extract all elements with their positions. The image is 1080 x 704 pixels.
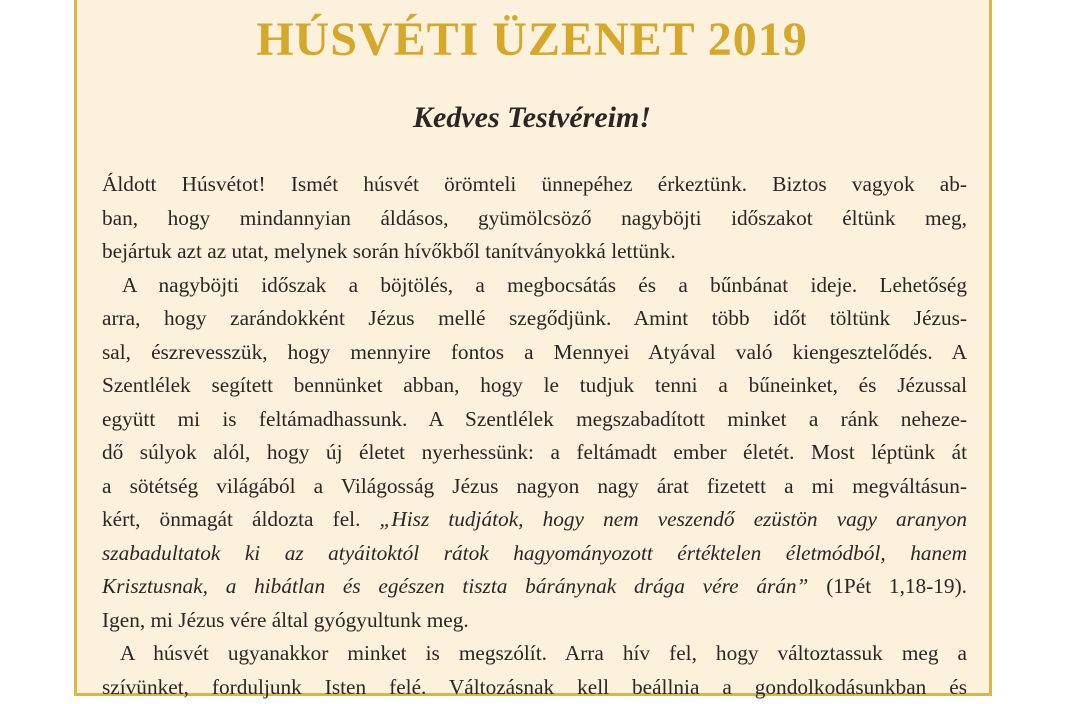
body-line: sal, észrevesszük, hogy mennyire fontos a Mennyei Atyával való kiengesztelődés. A — [102, 336, 967, 370]
bible-reference: (1Pét 1,18-19). — [826, 574, 967, 598]
body-line-with-quote-start — [102, 503, 967, 537]
body-line: együtt mi is feltámadhassunk. A Szentlélek megszabadított minket a ránk neheze- — [102, 403, 967, 437]
body-line: Áldott Húsvétot! Ismét húsvét örömteli ünnepéhez érkeztünk. Biztos vagyok ab- — [102, 168, 967, 202]
body-line: arra, hogy zarándokként Jézus mellé szegődjünk. Amint több időt töltünk Jézus- — [102, 302, 967, 336]
body-line: A húsvét ugyanakkor minket is megszólít. Arra hív fel, hogy változtassuk meg a — [102, 637, 967, 671]
body-line: a sötétség világából a Világosság Jézus nagyon nagy árat fizetett a mi megváltásun- — [102, 470, 967, 504]
letter-body — [102, 168, 967, 704]
bible-quote: „Hisz tudjátok, hogy nem veszendő ezüstön vagy aranyon — [380, 507, 967, 531]
body-line: A nagyböjti időszak a böjtölés, a megbocsátás és a bűnbánat ideje. Lehetőség — [102, 269, 967, 303]
body-line: Szentlélek segített bennünket abban, hogy le tudjuk tenni a bűneinket, és Jézussal — [102, 369, 967, 403]
body-line: ban, hogy mindannyian áldásos, gyümölcsöző nagyböjti időszakot éltünk meg, — [102, 202, 967, 236]
body-line: bejártuk azt az utat, melynek során hívőkből tanítványokká lettünk. — [102, 235, 967, 269]
greeting-heading: Kedves Testvéreim! — [0, 98, 1064, 138]
body-line: dő súlyok alól, hogy új életet nyerhessünk: a feltámadt ember életét. Most léptünk át — [102, 436, 967, 470]
body-line: szívünket, forduljunk Isten felé. Változásnak kell beállnia a gondolkodásunkban és — [102, 671, 967, 704]
body-line-with-quote-end — [102, 570, 967, 604]
bible-quote: Krisztusnak, a hibátlan és egészen tiszta báránynak drága vére árán” — [102, 574, 808, 598]
body-line: Igen, mi Jézus vére által gyógyultunk meg. — [102, 604, 967, 638]
body-text: kért, önmagát áldozta fel. — [102, 507, 360, 531]
page-title: HÚSVÉTI ÜZENET 2019 — [0, 10, 1064, 70]
bible-quote-line: szabadultatok ki az atyáitoktól rátok hagyományozott értéktelen életmódból, hanem — [102, 537, 967, 571]
